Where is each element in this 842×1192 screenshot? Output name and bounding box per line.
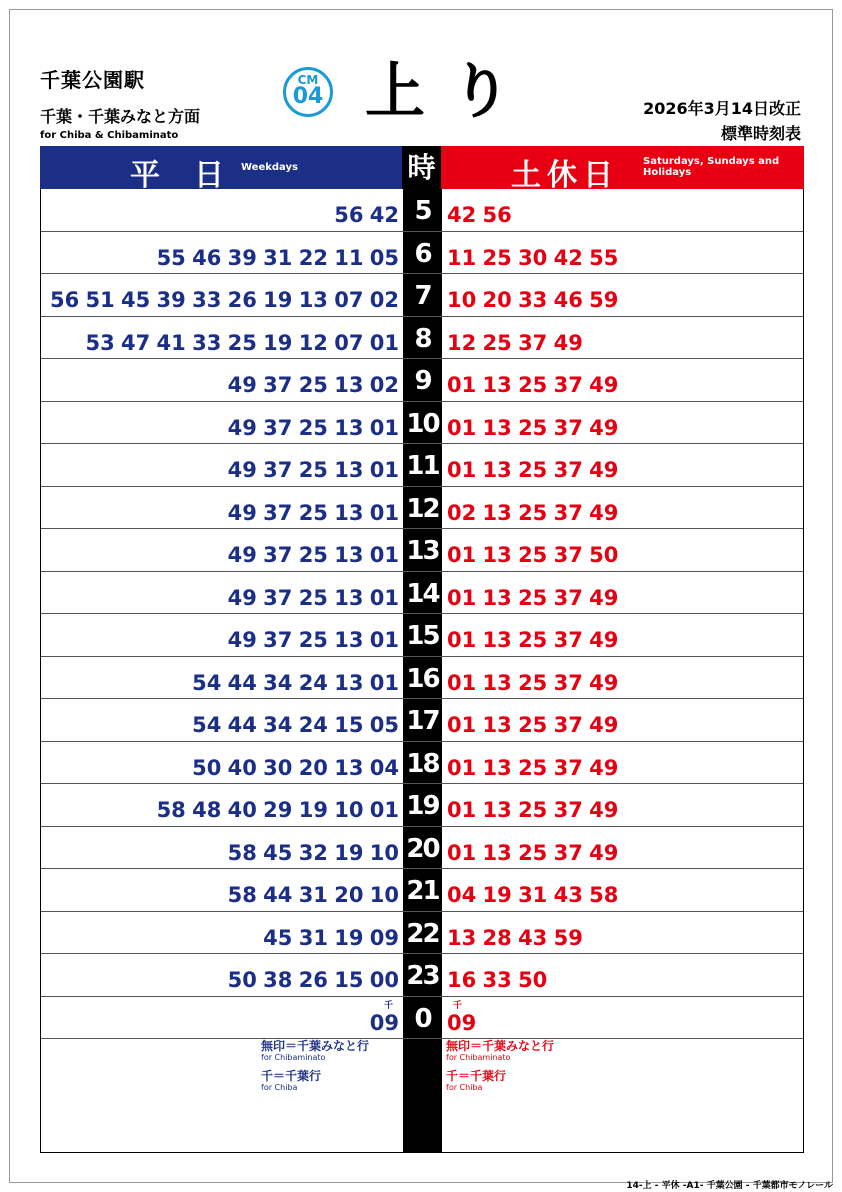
- holiday-minutes: 01 13 25 37 49: [447, 713, 619, 737]
- timetable-row: [41, 997, 803, 1040]
- holiday-minutes: 01 13 25 37 49: [447, 670, 619, 695]
- weekday-minutes: 55 46 39 31 22 11 05: [156, 245, 399, 270]
- hour-cell: 6: [414, 238, 431, 269]
- weekday-minutes: 56 51 45 39 33 26 19 13 07 02: [49, 288, 399, 312]
- weekday-minutes: 49 37 25 13 02: [227, 373, 399, 397]
- holidays-header-label-en: Saturdays, Sundays and Holidays: [643, 156, 780, 178]
- hour-cell: 10: [406, 408, 439, 439]
- holiday-minutes: 01 13 25 37 49: [447, 755, 619, 780]
- holiday-minutes: 01 13 25 37 49: [447, 840, 619, 865]
- timetable-row: [41, 869, 803, 912]
- holiday-minutes: 01 13 25 37 49: [447, 628, 619, 652]
- station-number-badge: [283, 67, 333, 117]
- timetable-grid: [40, 189, 804, 1153]
- direction-label: 千葉・千葉みなと方面: [40, 107, 201, 126]
- timetable-row: [41, 784, 803, 827]
- hour-cell: 17: [406, 706, 439, 736]
- timetable-row: [41, 954, 803, 997]
- holiday-minutes: 09: [447, 1010, 477, 1035]
- weekday-minutes: 58 45 32 19 10: [227, 840, 399, 865]
- weekday-minutes: 09: [369, 1010, 399, 1035]
- holiday-minutes: 11 25 30 42 55: [447, 245, 619, 270]
- revision-date: 2026年3月14日改正: [643, 99, 801, 118]
- legend-unmarked-en: for Chibaminato: [446, 1053, 511, 1062]
- hour-cell: 22: [406, 918, 439, 949]
- holiday-minutes: 01 13 25 37 49: [447, 585, 619, 610]
- weekday-minutes: 49 37 25 13 01: [227, 458, 399, 482]
- weekdays-header: [40, 146, 402, 193]
- holidays-header-label: 土休日: [511, 158, 619, 193]
- weekday-minutes: 56 42: [334, 203, 399, 227]
- hour-cell: 13: [406, 536, 439, 566]
- weekdays-legend: [261, 1039, 369, 1093]
- legend-unmarked: 無印＝千葉みなと行: [446, 1039, 555, 1053]
- hour-cell: 18: [406, 748, 439, 779]
- timetable-row: [41, 699, 803, 742]
- direction-label-en: for Chiba & Chibaminato: [40, 130, 179, 141]
- weekday-minutes: 49 37 25 13 01: [227, 585, 399, 610]
- hour-cell: 20: [406, 833, 439, 864]
- station-name: 千葉公園駅: [40, 68, 145, 92]
- legend-chiba-en: for Chiba: [446, 1083, 483, 1092]
- hour-header: 時: [402, 146, 441, 189]
- timetable-row: [41, 572, 803, 615]
- holiday-minutes: 01 13 25 37 49: [447, 798, 619, 822]
- footer-code: 14-上 - 平休 -A1- 千葉公園 - 千葉都市モノレール: [626, 1181, 833, 1191]
- hour-cell: 0: [414, 1003, 431, 1034]
- legend-unmarked-en: for Chibaminato: [261, 1053, 326, 1062]
- timetable-row: [41, 912, 803, 955]
- hour-cell: 7: [414, 281, 431, 311]
- weekday-minutes: 50 38 26 15 00: [227, 968, 399, 992]
- legend-chiba: 千＝千葉行: [261, 1069, 322, 1083]
- holiday-minutes: 01 13 25 37 50: [447, 543, 619, 567]
- holiday-minutes: 16 33 50: [447, 968, 548, 992]
- weekdays-header-label-en: Weekdays: [241, 162, 298, 173]
- weekday-minutes: 58 44 31 20 10: [227, 883, 399, 907]
- timetable-row: [41, 827, 803, 870]
- weekday-minutes: 49 37 25 13 01: [227, 415, 399, 440]
- weekdays-header-label: 平日: [130, 158, 258, 193]
- timetable-row: [41, 189, 803, 232]
- weekday-minutes: 53 47 41 33 25 19 12 07 01: [85, 330, 399, 355]
- weekday-minutes: 49 37 25 13 01: [227, 500, 399, 525]
- hour-cell: 19: [406, 791, 439, 821]
- bound-title: 上り: [365, 57, 537, 127]
- table-kind: 標準時刻表: [720, 124, 801, 143]
- legend-chiba-en: for Chiba: [261, 1083, 298, 1092]
- holiday-minutes: 10 20 33 46 59: [447, 288, 619, 312]
- holiday-minutes: 04 19 31 43 58: [447, 883, 619, 907]
- timetable-row: [41, 742, 803, 785]
- legend-unmarked: 無印＝千葉みなと行: [261, 1039, 370, 1053]
- timetable-row: [41, 529, 803, 572]
- hour-cell: 14: [406, 578, 439, 609]
- weekday-minutes: 54 44 34 24 15 05: [192, 713, 399, 737]
- holiday-minutes: 01 13 25 37 49: [447, 415, 619, 440]
- timetable-row: [41, 274, 803, 317]
- hour-cell: 12: [406, 493, 439, 524]
- weekday-minutes: 50 40 30 20 13 04: [192, 755, 399, 780]
- weekday-minutes: 54 44 34 24 13 01: [192, 670, 399, 695]
- holiday-minutes: 02 13 25 37 49: [447, 500, 619, 525]
- hour-cell: 16: [406, 663, 439, 694]
- hour-cell: 15: [406, 621, 439, 651]
- weekday-minutes: 49 37 25 13 01: [227, 628, 399, 652]
- hour-cell: 5: [414, 196, 431, 226]
- weekday-minutes: 49 37 25 13 01: [227, 543, 399, 567]
- weekday-destination-mark: 千: [383, 1000, 393, 1011]
- timetable-row: [41, 487, 803, 530]
- hour-cell: 11: [406, 451, 439, 481]
- holiday-minutes: 13 28 43 59: [447, 925, 583, 950]
- timetable-row: [41, 657, 803, 700]
- weekday-minutes: 45 31 19 09: [263, 925, 399, 950]
- holiday-destination-mark: 千: [453, 1000, 463, 1011]
- hour-cell: 9: [414, 366, 431, 396]
- timetable-row: [41, 232, 803, 275]
- hour-cell: 23: [406, 961, 439, 991]
- legend-chiba: 千＝千葉行: [446, 1069, 507, 1083]
- timetable-row: [41, 444, 803, 487]
- holiday-minutes: 01 13 25 37 49: [447, 373, 619, 397]
- holiday-minutes: 42 56: [447, 203, 512, 227]
- weekday-minutes: 58 48 40 29 19 10 01: [156, 798, 399, 822]
- holiday-minutes: 12 25 37 49: [447, 330, 583, 355]
- timetable-row: [41, 614, 803, 657]
- timetable-row: [41, 317, 803, 360]
- hour-cell: 8: [414, 323, 431, 354]
- holidays-header: [441, 146, 804, 193]
- line-code: CM: [297, 73, 319, 87]
- timetable-row: [41, 402, 803, 445]
- hour-cell: 21: [406, 876, 439, 906]
- timetable-row: [41, 359, 803, 402]
- holidays-legend: [446, 1039, 554, 1093]
- holiday-minutes: 01 13 25 37 49: [447, 458, 619, 482]
- station-number: 04: [292, 84, 324, 109]
